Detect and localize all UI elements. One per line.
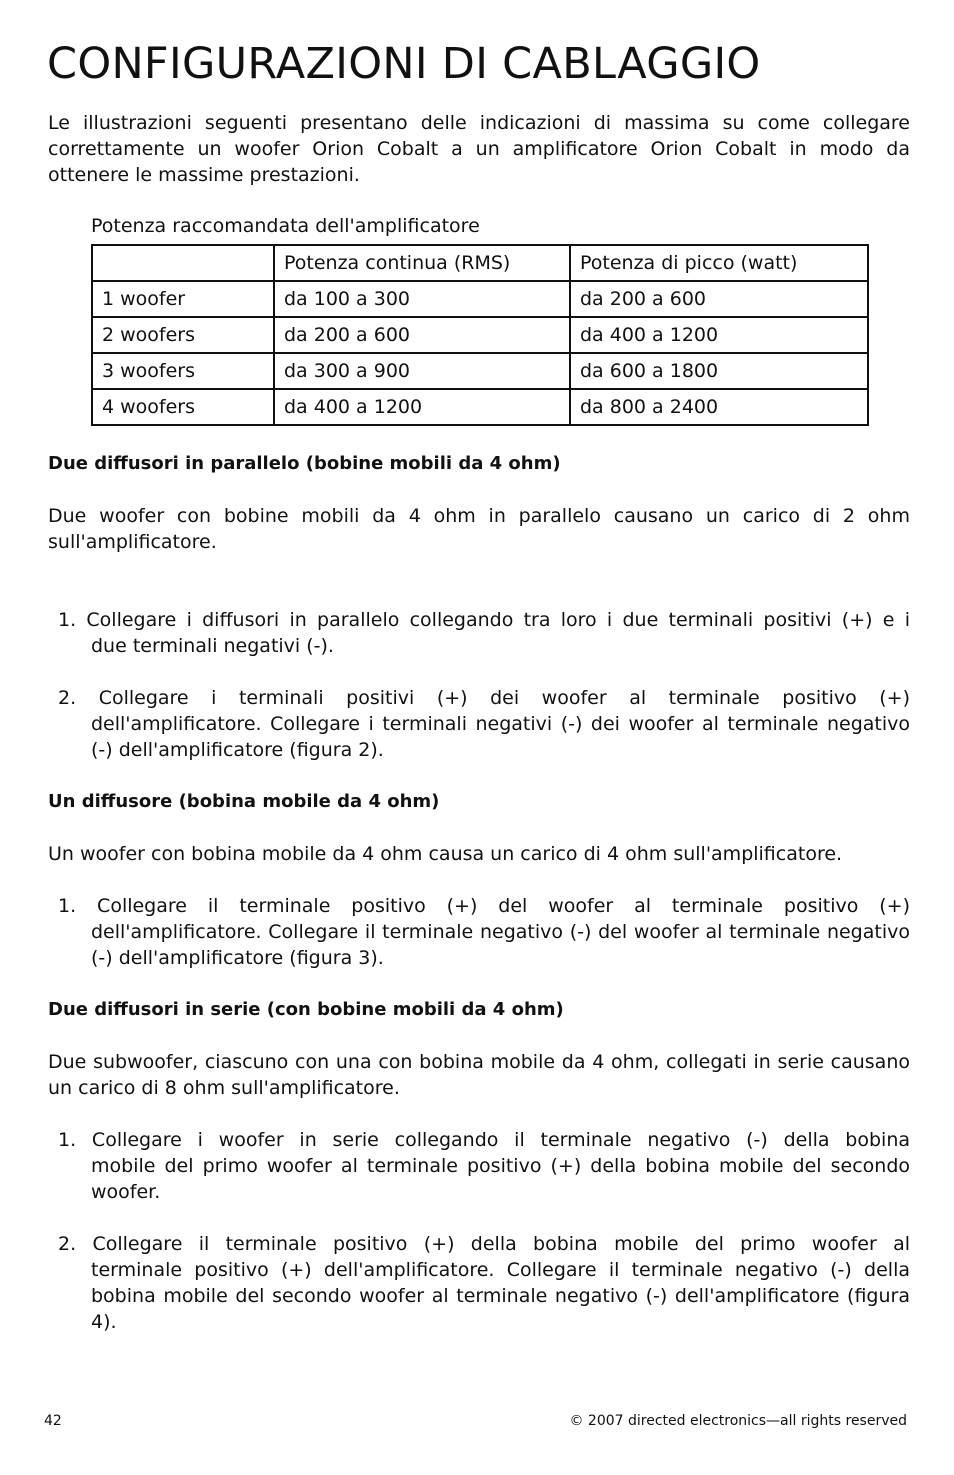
list-item-text-continued: due terminali negativi (-). [91, 635, 334, 657]
table-caption: Potenza raccomandata dell'amplificatore [91, 215, 480, 237]
list-item-text: Collegare il terminale positivo (+) della bobina mobile del primo woofer al [92, 1233, 910, 1255]
list-item-text: Collegare il terminale positivo (+) del woofer al terminale positivo (+) [97, 895, 910, 917]
table-header-row [92, 245, 868, 281]
table-cell: 4 woofers [92, 389, 274, 425]
list-item-text-continued: dell'amplificatore. Collegare i terminali negativi (-) dei woofer al terminale negativo (-) dell'amplificatore (figura 2). [91, 713, 910, 761]
power-table [91, 244, 869, 426]
list-item-number: 2. [58, 1233, 77, 1255]
list-item-text: Collegare i diffusori in parallelo collegando tra loro i due terminali positivi (+) e i [86, 609, 911, 631]
section-text-series: Due subwoofer, ciascuno con una con bobina mobile da 4 ohm, collegati in serie causano un carico di 8 ohm sull'amplificatore. [48, 1051, 910, 1099]
table-row [92, 317, 868, 353]
intro-paragraph: Le illustrazioni seguenti presentano delle indicazioni di massima su come collegare correttamente un woofer Orion Cobalt a un amplificatore Orion Cobalt in modo da ottenere le massime prestazioni. [48, 112, 910, 186]
list-item-text-continued: dell'amplificatore. Collegare il terminale negativo (-) del woofer al terminale negativo (-) dell'amplificatore (figura 3). [91, 921, 910, 969]
table-cell: da 800 a 2400 [570, 389, 868, 425]
copyright-notice: © 2007 directed electronics—all rights reserved [569, 1413, 907, 1429]
table-cell: da 400 a 1200 [570, 317, 868, 353]
list-item-text: Collegare i woofer in serie collegando il terminale negativo (-) della bobina [91, 1129, 911, 1151]
table-header-cell: Potenza di picco (watt) [570, 245, 868, 281]
table-cell: 3 woofers [92, 353, 274, 389]
table-header-cell [92, 245, 274, 281]
list-item [58, 1127, 910, 1205]
section-heading-parallel: Due diffusori in parallelo (bobine mobili da 4 ohm) [48, 453, 561, 474]
table-cell: da 400 a 1200 [274, 389, 570, 425]
table-row [92, 353, 868, 389]
list-item [58, 893, 910, 971]
section-text-single: Un woofer con bobina mobile da 4 ohm causa un carico di 4 ohm sull'amplificatore. [48, 843, 843, 865]
table-cell: 2 woofers [92, 317, 274, 353]
list-item [58, 1231, 910, 1335]
table-cell: da 300 a 900 [274, 353, 570, 389]
table-cell: da 200 a 600 [274, 317, 570, 353]
section-heading-single: Un diffusore (bobina mobile da 4 ohm) [48, 791, 440, 812]
table-cell: da 600 a 1800 [570, 353, 868, 389]
section-heading-series: Due diffusori in serie (con bobine mobili da 4 ohm) [48, 999, 564, 1020]
page-number: 42 [44, 1413, 62, 1429]
list-item-text-continued: terminale positivo (+) dell'amplificatore. Collegare il terminale negativo (-) della bobina mobile del secondo woofer al terminale negativo (-) dell'amplificatore (figura 4). [91, 1259, 910, 1333]
list-item-text-continued: mobile del primo woofer al terminale positivo (+) della bobina mobile del secondo woofer. [91, 1155, 910, 1203]
list-item [58, 685, 910, 763]
table-header-cell: Potenza continua (RMS) [274, 245, 570, 281]
list-item-number: 1. [58, 895, 77, 917]
list-item-number: 1. [58, 1129, 77, 1151]
table-row [92, 281, 868, 317]
table-cell: da 100 a 300 [274, 281, 570, 317]
list-item-number: 2. [58, 687, 77, 709]
section-text-parallel: Due woofer con bobine mobili da 4 ohm in parallelo causano un carico di 2 ohm sull'amplificatore. [48, 505, 910, 553]
list-item-text: Collegare i terminali positivi (+) dei woofer al terminale positivo (+) [98, 687, 910, 709]
table-row [92, 389, 868, 425]
list-item-number: 1. [58, 609, 77, 631]
table-cell: 1 woofer [92, 281, 274, 317]
list-item [58, 607, 910, 659]
table-cell: da 200 a 600 [570, 281, 868, 317]
page-title: CONFIGURAZIONI DI CABLAGGIO [47, 39, 761, 89]
